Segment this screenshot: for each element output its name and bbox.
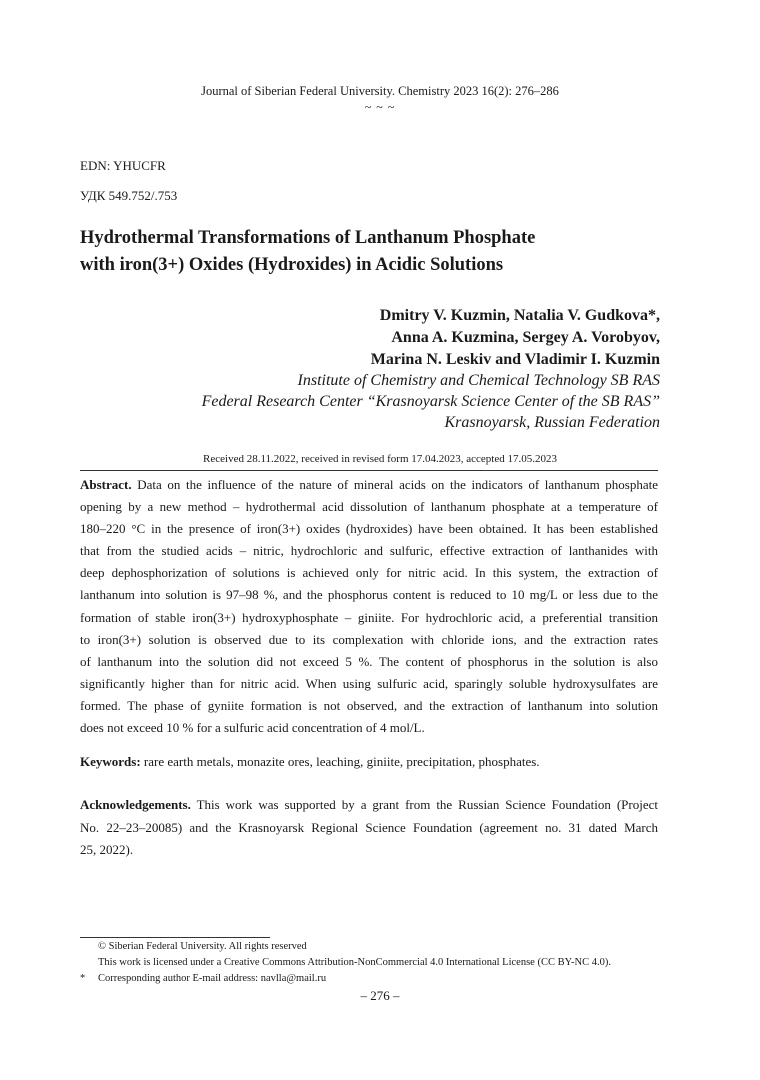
abstract-line: lanthanum into solution is 97–98 %, and the phosphorus content is reduced to 10 mg/L or less due to the bbox=[80, 587, 658, 603]
affiliation-line: Institute of Chemistry and Chemical Technology SB RAS bbox=[297, 372, 660, 389]
abstract-line bbox=[80, 474, 658, 496]
author-line: Dmitry V. Kuzmin, Natalia V. Gudkova*, bbox=[379, 307, 660, 324]
author-line: Marina N. Leskiv and Vladimir I. Kuzmin bbox=[370, 351, 660, 368]
abstract-divider bbox=[80, 470, 658, 471]
affiliation-line: Federal Research Center “Krasnoyarsk Science Center of the SB RAS” bbox=[201, 393, 660, 410]
author-list bbox=[371, 305, 660, 371]
abstract-text: Data on the influence of the nature of mineral acids on the indicators of lanthanum phosphate bbox=[131, 477, 658, 492]
keywords-label: Keywords: bbox=[80, 754, 141, 769]
footnote-license: This work is licensed under a Creative Commons Attribution-NonCommercial 4.0 International License (CC BY-NC 4.0). bbox=[98, 957, 611, 968]
ack-label: Acknowledgements. bbox=[80, 797, 191, 812]
abstract-label: Abstract. bbox=[80, 477, 132, 492]
edn-code: EDN: YHUCFR bbox=[80, 158, 166, 173]
footnote-copyright: © Siberian Federal University. All rights reserved bbox=[98, 941, 307, 952]
abstract bbox=[80, 474, 658, 739]
page-number: – 276 – bbox=[360, 988, 400, 1003]
header-separator: ~ ~ ~ bbox=[364, 100, 396, 114]
ack-line bbox=[80, 794, 658, 817]
acknowledgements bbox=[80, 794, 658, 862]
author-line: Anna A. Kuzmina, Sergey A. Vorobyov, bbox=[391, 329, 660, 346]
affiliation-line: Krasnoyarsk, Russian Federation bbox=[444, 414, 660, 431]
title-line: with iron(3+) Oxides (Hydroxides) in Acidic Solutions bbox=[80, 255, 504, 275]
abstract-line: opening by a new method – hydrothermal acid dissolution of lanthanum phosphate at a temperature of bbox=[80, 499, 658, 515]
abstract-line: does not exceed 10 % for a sulfuric acid concentration of 4 mol/L. bbox=[80, 720, 425, 736]
affiliation bbox=[202, 370, 660, 433]
abstract-line: of lanthanum into the solution did not exceed 5 %. The content of phosphorus in the solution is also bbox=[80, 653, 658, 669]
abstract-line: to iron(3+) solution is observed due to its complexation with chloride ions, and the extraction rates bbox=[80, 631, 658, 647]
keywords bbox=[80, 751, 658, 773]
article-title bbox=[80, 225, 640, 279]
abstract-line: deep dephosphorization of solutions is achieved only for nitric acid. In this system, the extraction of bbox=[80, 565, 658, 581]
ack-line: 25, 2022). bbox=[80, 842, 134, 857]
keywords-text: rare earth metals, monazite ores, leaching, giniite, precipitation, phosphates. bbox=[140, 754, 540, 769]
title-line: Hydrothermal Transformations of Lanthanum Phosphate bbox=[80, 228, 536, 248]
footnote-corresponding: Corresponding author E-mail address: navlla@mail.ru bbox=[98, 973, 327, 984]
footnote-divider bbox=[80, 937, 270, 938]
footnote-marker: * bbox=[80, 973, 86, 984]
ack-line: No. 22–23–20085) and the Krasnoyarsk Regional Science Foundation (agreement no. 31 dated March bbox=[80, 819, 658, 835]
journal-citation: Journal of Siberian Federal University. Chemistry 2023 16(2): 276–286 bbox=[201, 84, 559, 98]
abstract-line: 180–220 °C in the presence of iron(3+) oxides (hydroxides) have been obtained. It has been established bbox=[80, 521, 658, 537]
abstract-line: formation of stable iron(3+) hydroxyphosphate – giniite. For hydrochloric acid, a preferential transition bbox=[80, 609, 658, 625]
abstract-line: formed. The phase of gyniite formation is not observed, and the extraction of lanthanum into solution bbox=[80, 697, 658, 713]
abstract-line: that from the studied acids – nitric, hydrochloric and sulfuric, effective extraction of lanthanides with bbox=[80, 543, 658, 559]
received-dates: Received 28.11.2022, received in revised form 17.04.2023, accepted 17.05.2023 bbox=[203, 453, 557, 465]
ack-text: This work was supported by a grant from the Russian Science Foundation (Project bbox=[190, 797, 658, 812]
udk-code: УДК 549.752/.753 bbox=[80, 188, 178, 203]
abstract-line: significantly higher than for nitric acid. When using sulfuric acid, sparingly soluble hydroxysulfates are bbox=[80, 675, 658, 691]
